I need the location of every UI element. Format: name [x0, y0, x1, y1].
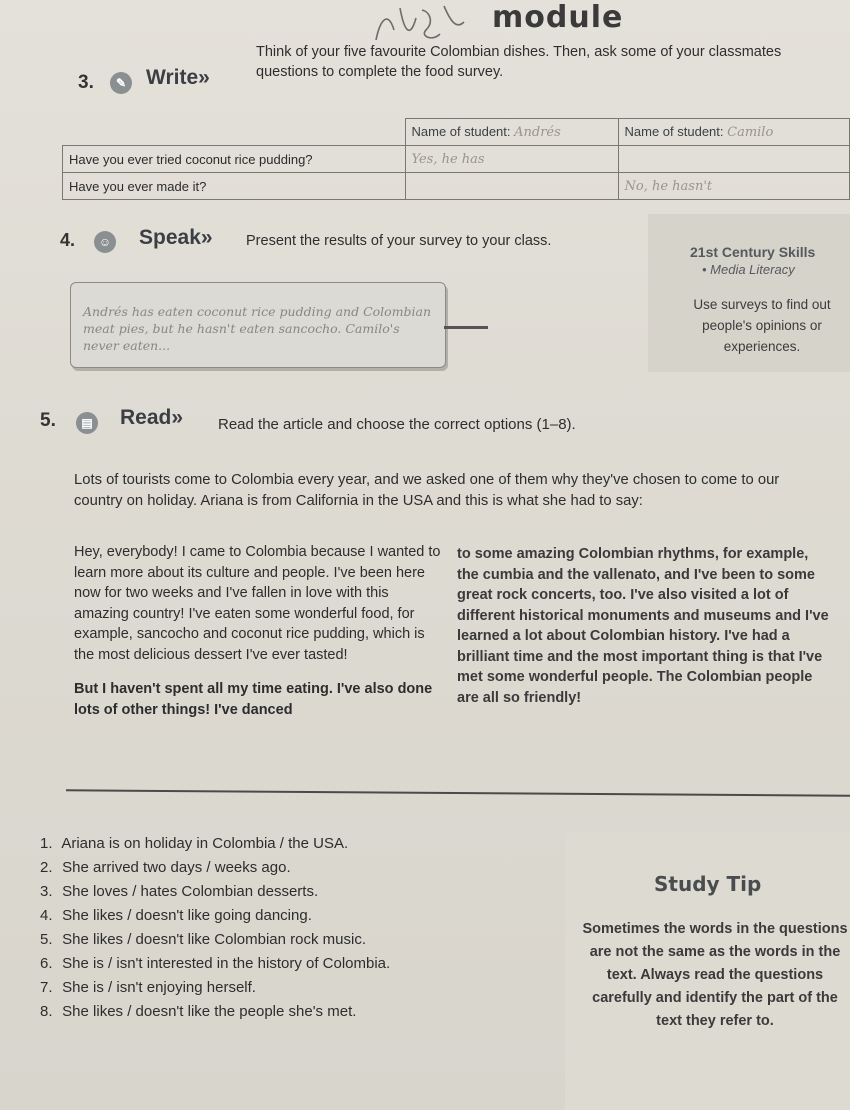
table-row [63, 173, 850, 200]
survey-question: Have you ever made it? [63, 173, 406, 200]
food-survey-table [62, 118, 850, 200]
list-item[interactable]: 8. She likes / doesn't like the people she's met. [40, 1003, 357, 1020]
handwriting-scribble [370, 0, 470, 48]
student-1-header: Name of student: Andrés [405, 119, 618, 146]
list-item[interactable]: 5. She likes / doesn't like Colombian rock music. [40, 931, 366, 948]
exercise-5-title: Read» [120, 406, 184, 429]
exercise-4-instruction: Present the results of your survey to your class. [246, 233, 552, 249]
table-row [63, 146, 850, 173]
list-item[interactable]: 6. She is / isn't interested in the history of Colombia. [40, 955, 391, 972]
section-divider [66, 789, 850, 796]
exercise-4-title: Speak» [139, 226, 213, 249]
table-corner [63, 119, 406, 146]
exercise-3-number: 3. [78, 72, 94, 93]
study-tip-heading: Study Tip [654, 872, 762, 896]
exercise-4-number: 4. [60, 230, 76, 250]
skills-heading: 21st Century Skills [690, 244, 816, 260]
module-title: module [492, 0, 624, 35]
exercise-5-number: 5. [40, 410, 56, 431]
article-paragraph: But I haven't spent all my time eating. I've also done lots of other things! I've danced [74, 681, 433, 718]
survey-question: Have you ever tried coconut rice pudding? [63, 146, 406, 173]
student-2-header: Name of student: Camilo [618, 119, 850, 146]
list-item[interactable]: 2. She arrived two days / weeks ago. [40, 859, 291, 876]
list-item[interactable]: 7. She is / isn't enjoying herself. [40, 979, 256, 996]
exercise-5-instruction: Read the article and choose the correct options (1–8). [218, 416, 576, 433]
exercise-3-title: Write» [146, 66, 210, 89]
speak-icon: ☺ [94, 231, 116, 253]
connector-line [444, 326, 488, 329]
answer-cell[interactable]: Yes, he has [405, 146, 618, 173]
table-header-row [63, 119, 850, 146]
exercise-3-instruction: Think of your five favourite Colombian dishes. Then, ask some of your classmates questions to complete the food survey. [256, 44, 782, 80]
answer-cell[interactable] [618, 146, 850, 173]
answer-cell[interactable] [405, 173, 618, 200]
skills-text: Use surveys to find out people's opinions or experiences. [693, 297, 831, 354]
article-paragraph: Hey, everybody! I came to Colombia because I wanted to learn more about its culture and people. I've been here now for two weeks and I've fallen in love with this amazing country! I've eaten some wonderful food, for example, sancocho and coconut rice pudding, which is the most delicious dessert I've ever tasted! [74, 544, 441, 663]
speech-bubble [70, 282, 446, 368]
read-icon: ▤ [76, 412, 98, 434]
question-list [40, 832, 560, 1024]
article-intro: Lots of tourists come to Colombia every year, and we asked one of them why they've chosen to come to our country on holiday. Ariana is from California in the USA and this is what she had to say: [74, 472, 780, 509]
list-item[interactable]: 4. She likes / doesn't like going dancing. [40, 907, 312, 924]
speech-example: Andrés has eaten coconut rice pudding and Colombian meat pies, but he hasn't eaten sancocho. Camilo's never eaten... [83, 304, 432, 353]
list-item[interactable]: 3. She loves / hates Colombian desserts. [40, 883, 319, 900]
article-right-column: to some amazing Colombian rhythms, for example, the cumbia and the vallenato, and I've been to some great rock concerts, too. I've also visited a lot of different historical monuments and museums and I've learned a lot about Colombian history. I've had a brilliant time and the most important thing is that I've met some wonderful people. The Colombian people are all so friendly! [457, 546, 829, 706]
article-left-column [74, 542, 446, 720]
answer-cell[interactable]: No, he hasn't [618, 173, 850, 200]
list-item[interactable]: 1. Ariana is on holiday in Colombia / the USA. [40, 835, 349, 852]
write-icon: ✎ [110, 72, 132, 94]
skills-subheading: • Media Literacy [702, 262, 795, 277]
study-tip-text: Sometimes the words in the questions are not the same as the words in the text. Always read the questions carefully and identify the part of the text they refer to. [582, 921, 848, 1029]
